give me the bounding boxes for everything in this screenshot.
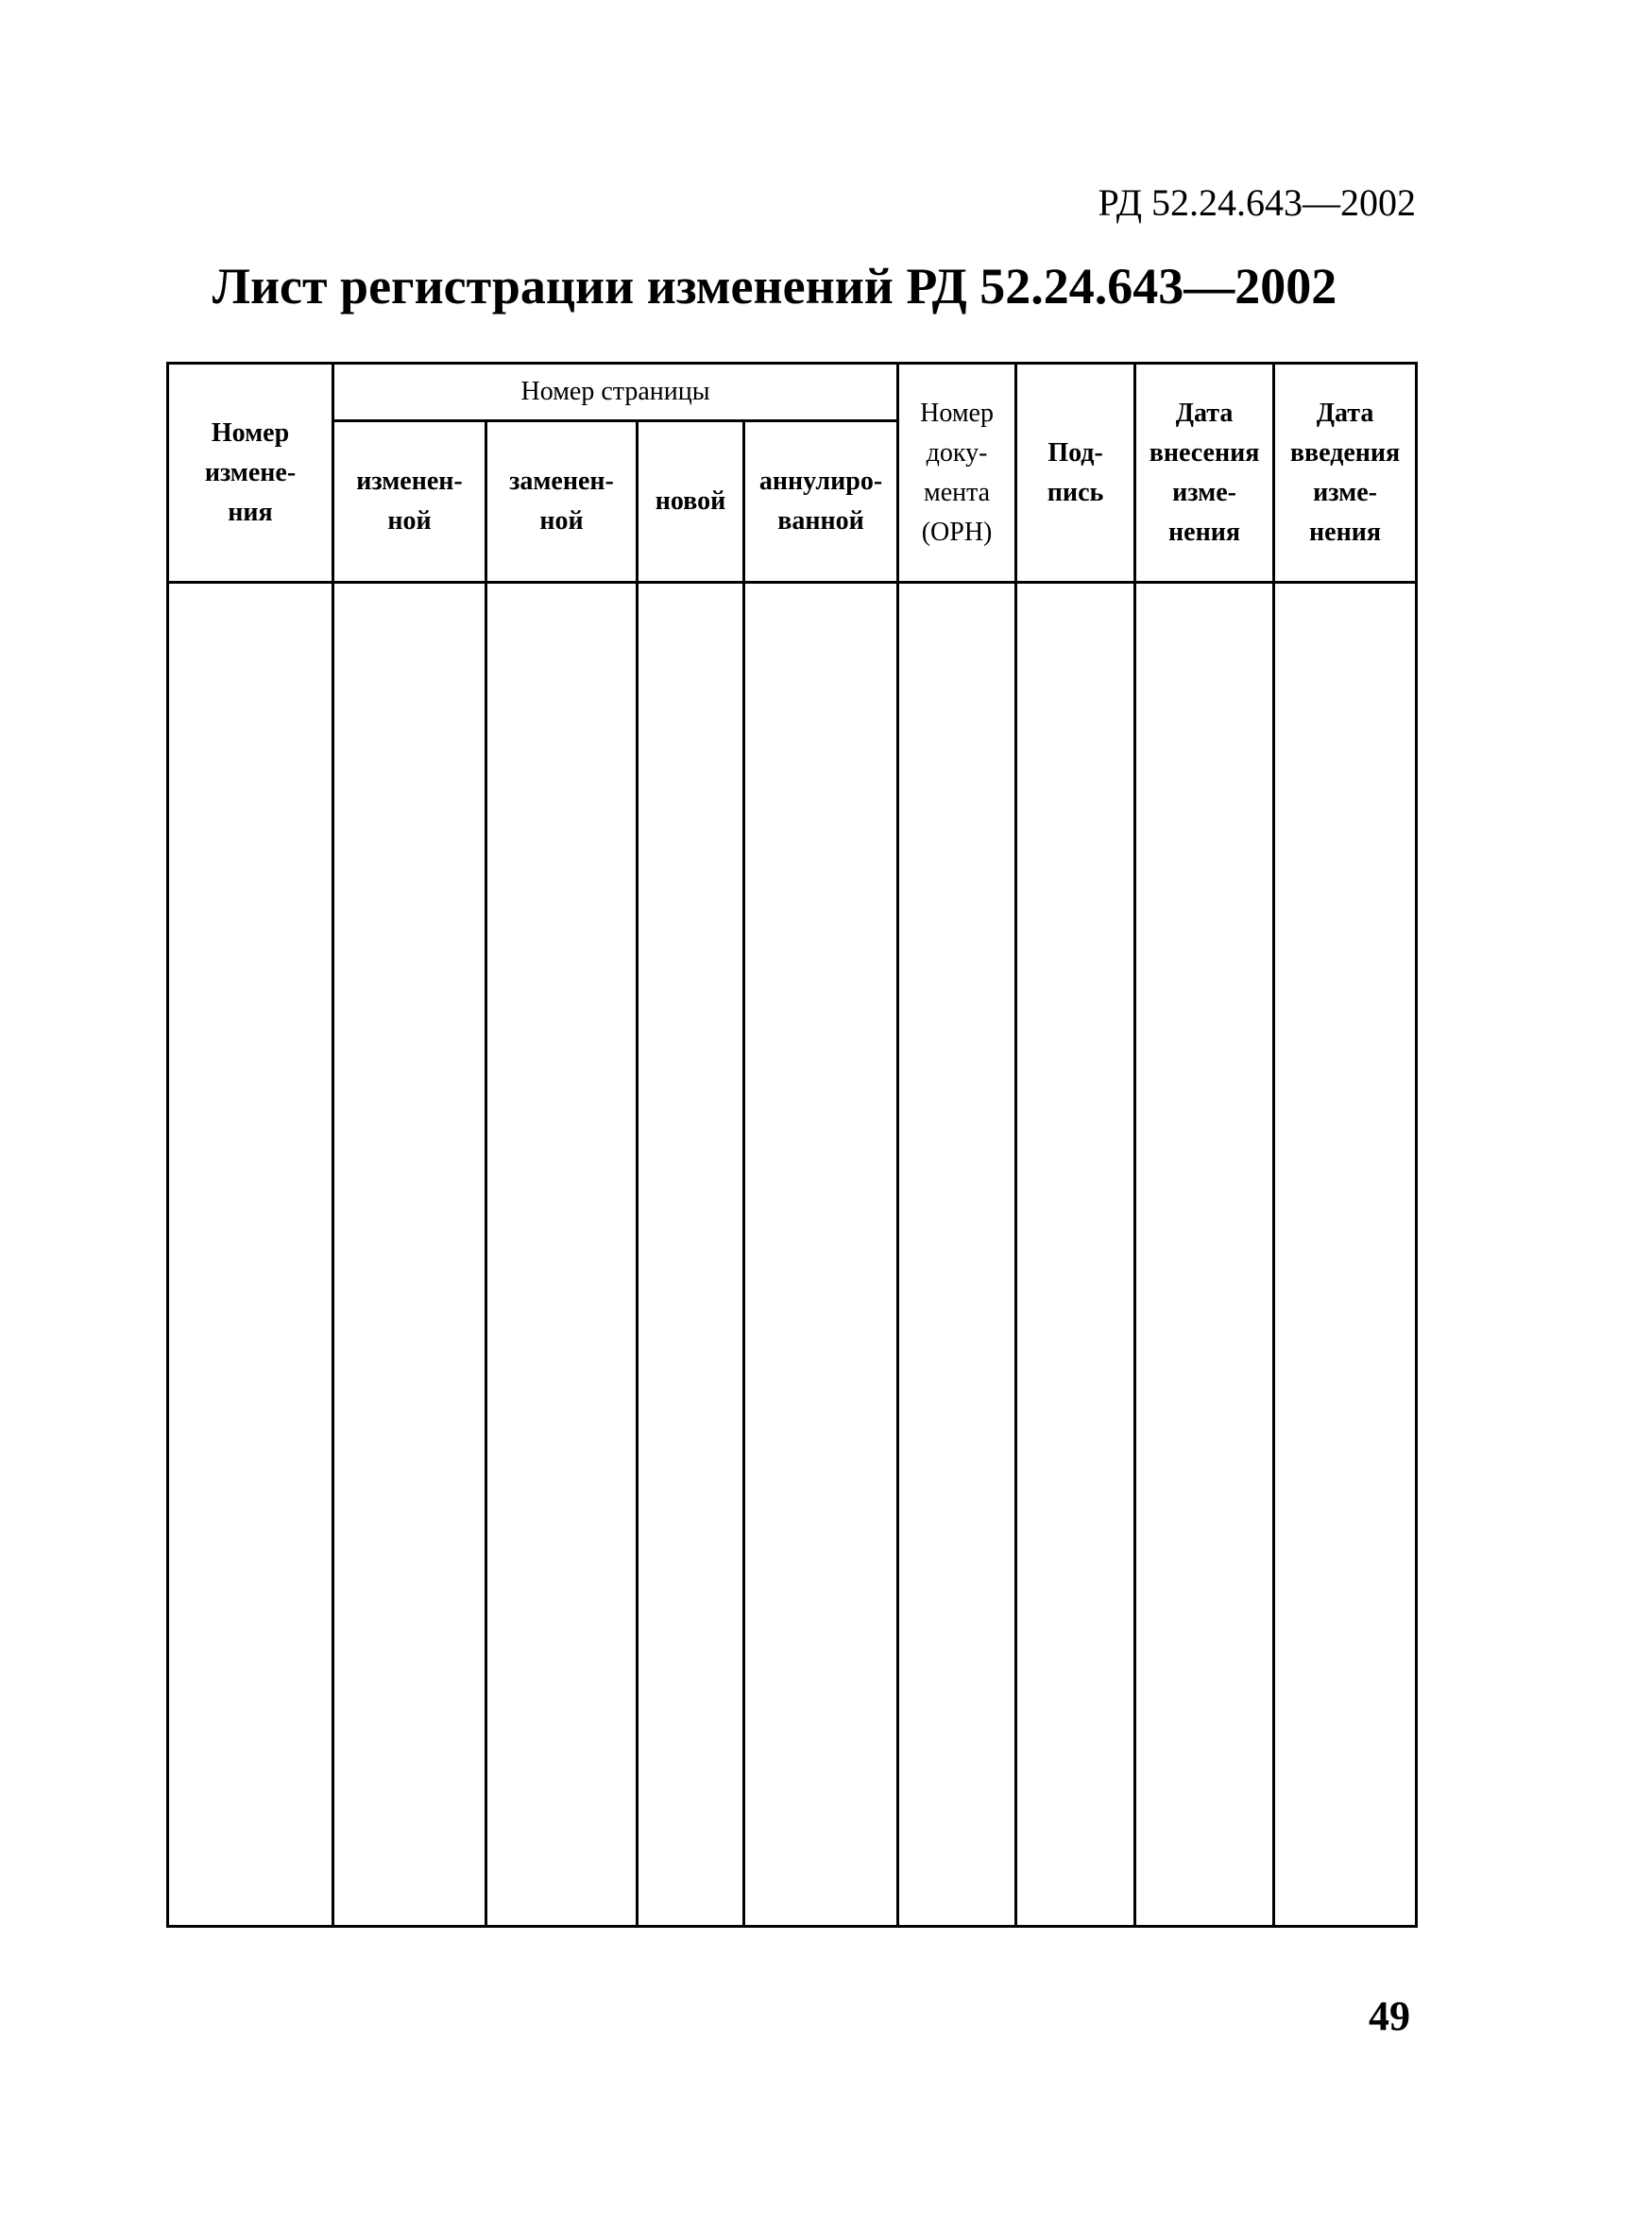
cell-document-number (898, 583, 1016, 1927)
cell-page-annulled (744, 583, 898, 1927)
cell-page-new (638, 583, 744, 1927)
header-page-annulled: аннулиро- ванной (744, 421, 898, 583)
header-page-replaced: заменен- ной (486, 421, 638, 583)
page-title: Лист регистрации изменений РД 52.24.643—2002 (212, 258, 1337, 315)
header-page-number-group: Номер страницы (333, 364, 898, 421)
header-page-changed: изменен- ной (333, 421, 486, 583)
document-code: РД 52.24.643—2002 (1098, 181, 1416, 224)
header-document-number: Номер доку- мента (ОРН) (898, 364, 1016, 583)
header-entry-date: Дата внесения изме- нения (1135, 364, 1274, 583)
change-registration-table (166, 362, 1418, 1928)
cell-entry-date (1135, 583, 1274, 1927)
header-change-number: Номер измене- ния (168, 364, 333, 583)
page-number: 49 (1369, 1993, 1410, 2039)
header-signature: Под- пись (1016, 364, 1135, 583)
cell-effective-date (1274, 583, 1417, 1927)
header-effective-date: Дата введения изме- нения (1274, 364, 1417, 583)
table-row (168, 583, 1417, 1927)
cell-signature (1016, 583, 1135, 1927)
cell-page-changed (333, 583, 486, 1927)
cell-change-number (168, 583, 333, 1927)
header-page-new: новой (638, 421, 744, 583)
cell-page-replaced (486, 583, 638, 1927)
